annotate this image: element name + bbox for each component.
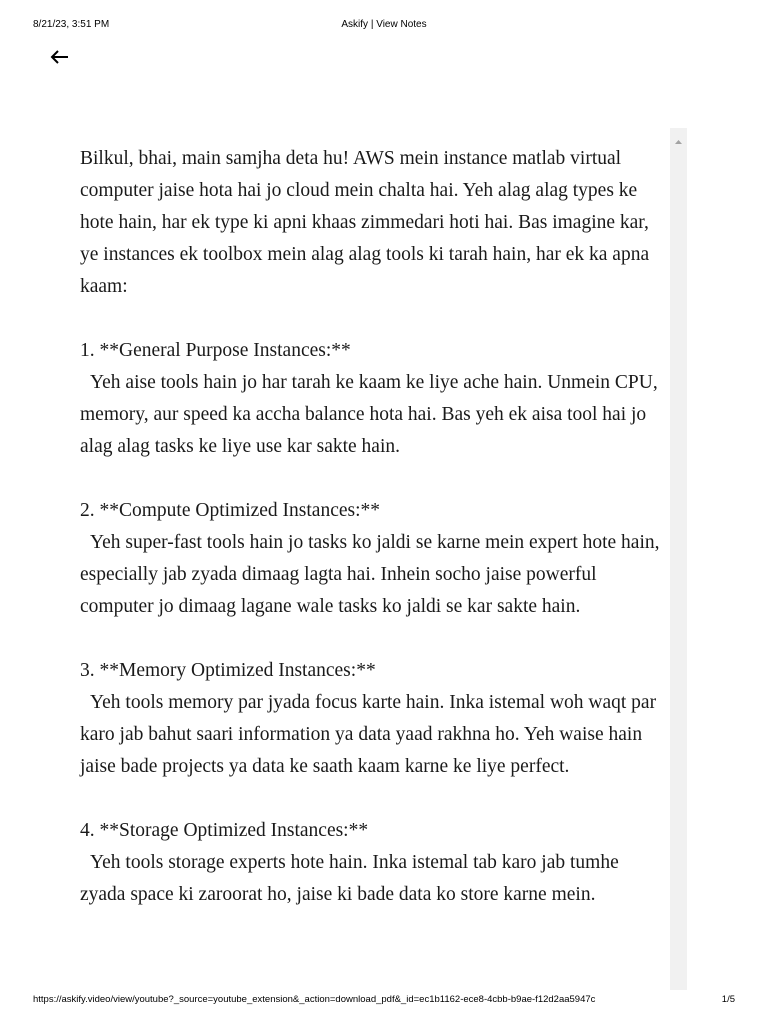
note-section — [80, 815, 660, 911]
section-body: Yeh super-fast tools hain jo tasks ko jaldi se karne mein expert hote hain, especially jab zyada dimaag lagta hai. Inhein socho jaise powerful computer jo dimaag lagane wale tasks ko jaldi se kar sakte hain. — [80, 532, 660, 617]
section-body: Yeh tools memory par jyada focus karte hain. Inka istemal woh waqt par karo jab bahut saari information ya data yaad rakhna ho. Yeh waise hain jaise bade projects ya data ke saath kaam karne ke liye perfect. — [80, 692, 657, 777]
print-footer — [33, 994, 735, 1008]
arrow-left-icon — [49, 46, 71, 68]
print-page-title: Askify | View Notes — [341, 19, 427, 30]
section-heading: 3. **Memory Optimized Instances:** — [80, 660, 376, 681]
print-header — [33, 19, 735, 33]
section-heading: 1. **General Purpose Instances:** — [80, 340, 351, 361]
note-section — [80, 335, 660, 463]
print-url: https://askify.video/view/youtube?_source=youtube_extension&_action=download_pdf&_id=ec1b1162-ece8-4cbb-b9ae-f12d2aa5947c — [33, 994, 596, 1005]
section-heading: 4. **Storage Optimized Instances:** — [80, 820, 369, 841]
print-page-number: 1/5 — [721, 994, 735, 1005]
section-body: Yeh tools storage experts hote hain. Inka istemal tab karo jab tumhe zyada space ki zaroorat ho, jaise ki bade data ko store karne mein. — [80, 852, 619, 905]
section-body: Yeh aise tools hain jo har tarah ke kaam ke liye ache hain. Unmein CPU, memory, aur speed ka accha balance hota hai. Bas yeh ek aisa tool hai jo alag alag tasks ke liye use kar sakte hain. — [80, 372, 658, 457]
note-section — [80, 655, 660, 783]
section-heading: 2. **Compute Optimized Instances:** — [80, 500, 381, 521]
scroll-up-button[interactable] — [670, 134, 687, 144]
back-button[interactable] — [49, 46, 71, 68]
scrollbar[interactable] — [670, 128, 687, 990]
note-content — [80, 143, 660, 911]
caret-up-icon — [670, 137, 687, 147]
note-section — [80, 495, 660, 623]
print-datetime: 8/21/23, 3:51 PM — [33, 19, 110, 30]
note-intro: Bilkul, bhai, main samjha deta hu! AWS mein instance matlab virtual computer jaise hota hai jo cloud mein chalta hai. Yeh alag alag types ke hote hain, har ek type ki apni khaas zimmedari hoti hai. Bas imagine kar, ye instances ek toolbox mein alag alag tools ki tarah hain, har ek ka apna kaam: — [80, 148, 650, 297]
